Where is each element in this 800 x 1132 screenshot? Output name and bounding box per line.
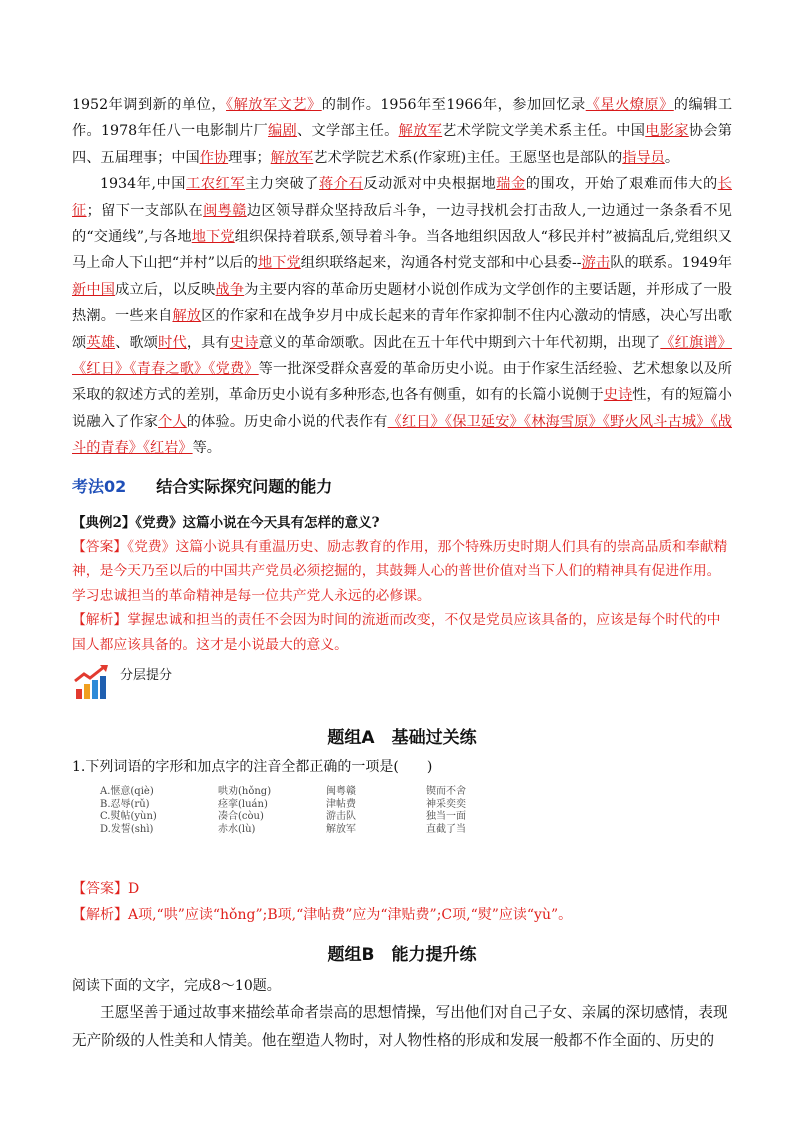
link-dianyingjia[interactable]: 电影家 bbox=[645, 123, 689, 140]
link-geren[interactable]: 个人 bbox=[158, 413, 187, 430]
section-title: 结合实际探究问题的能力 bbox=[156, 476, 333, 496]
example-explanation: 【解析】掌握忠诚和担当的责任不会因为时间的流逝而改变，不仅是党员应该具备的，应该是每个时代的中国人都应该具备的。这才是小说最大的意义。 bbox=[72, 612, 721, 653]
example-question: 【典例2】《党费》这篇小说在今天具有怎样的意义? bbox=[72, 514, 380, 531]
link-bianju[interactable]: 编剧 bbox=[268, 123, 298, 140]
link-jiefangjun-wenyi[interactable]: 《解放军文艺》 bbox=[226, 97, 322, 113]
link-shishi-2[interactable]: 史诗 bbox=[603, 387, 633, 404]
section-heading bbox=[72, 474, 732, 497]
option-a-1: A.惬意(qiè) bbox=[100, 786, 154, 798]
reading-intro: 阅读下面的文字，完成8～10题。 bbox=[72, 978, 281, 995]
link-dixiadang-2[interactable]: 地下党 bbox=[257, 255, 301, 272]
link-ruijin[interactable]: 瑞金 bbox=[496, 176, 526, 193]
option-b-2: 痉挛(luán) bbox=[218, 798, 268, 810]
link-novel-titles-2[interactable]: 《红日》《保卫延安》《林海雪原》《野火风斗古城》《战斗的青春》《红岩》 bbox=[72, 413, 732, 457]
history-paragraph-2: 1934年,中国工农红军主力突破了蒋介石反动派对中央根据地瑞金的围攻，开始了艰难而伟大的长征；留下一支部队在闽粤赣边区领导群众坚持敌后斗争，一边寻找机会打击敌人,一边通过一条条看不见的“交通线”,与各地地下党组织保持着联系,领导着斗争。当各地组织因敌人“移民并村”被搞乱后,党组织又马上命人下山把“并村”以后的地下党组织联络起来，沟通各村党支部和中心县委--游击队的联系。1949年新中国成立后，以反映战争为主要内容的革命历史题材小说创作成为文学创作的主要话题，并形成了一股热潮。一些来自解放区的作家和在战争岁月中成长起来的青年作家抑制不住内心激动的情感，决心写出歌颂英雄、歌颂时代，具有史诗意义的革命颂歌。因此在五十年代中期到六十年代初期，出现了《红旗谱》《红日》《青春之歌》《党费》等一批深受群众喜爱的革命历史小说。由于作家生活经验、艺术想象以及所采取的叙述方式的差别，革命历史小说有多种形态,也各有侧重，如有的长篇小说侧于史诗性，有的短篇小说融入了作家个人的体验。历史命小说的代表作有《红日》《保卫延安》《林海雪原》《野火风斗古城》《战斗的青春》《红岩》等。 bbox=[72, 176, 732, 457]
link-youji[interactable]: 游击 bbox=[581, 255, 611, 272]
example-answer: 【答案】《党费》这篇小说具有重温历史、励志教育的作用，那个特殊历史时期人们具有的崇高品质和奉献精神，是今天乃至以后的中国共产党员必须挖掘的，其鼓舞人心的普世价值对当下人们的精神具有促进作用。学习忠诚担当的革命精神是每一位共产党人永远的必修课。 bbox=[72, 538, 728, 604]
option-c-2: 凑合(còu) bbox=[218, 811, 264, 823]
link-xinghuo-liaoyuan[interactable]: 《星火燎原》 bbox=[585, 97, 674, 113]
link-jiefangjun-2[interactable]: 解放军 bbox=[270, 149, 314, 166]
history-paragraph-1: 1952年调到新的单位，《解放军文艺》的制作。1956年至1966年，参加回忆录《星火燎原》的编辑工作。1978年任八一电影制片厂编剧、文学部主任。解放军艺术学院文学美术系主任。中国电影家协会第四、五届理事；中国作协理事；解放军艺术学院艺术系(作家班)主任。王愿坚也是部队的指导员。 bbox=[72, 97, 733, 166]
link-zuoxie[interactable]: 作协 bbox=[199, 149, 229, 166]
option-b-4: 神采奕奕 bbox=[426, 798, 466, 810]
link-jiang-jieshi[interactable]: 蒋介石 bbox=[319, 176, 364, 193]
link-zhidaoyuan[interactable]: 指导员 bbox=[622, 149, 665, 166]
link-changzheng[interactable]: 长征 bbox=[72, 176, 732, 219]
layer-score-banner bbox=[72, 661, 732, 701]
link-yingxiong[interactable]: 英雄 bbox=[86, 334, 116, 351]
link-shidai[interactable]: 时代 bbox=[158, 334, 187, 351]
link-shishi[interactable]: 史诗 bbox=[229, 334, 259, 351]
option-a-2: 哄劝(hǒng) bbox=[218, 786, 272, 798]
reading-passage: 王愿坚善于通过故事来描绘革命者崇高的思想情操，写出他们对自己子女、亲属的深切感情，表现无产阶级的人性美和人情美。他在塑造人物时，对人物性格的形成和发展一般都不作全面的、历史的 bbox=[72, 1004, 728, 1050]
growth-chart-icon bbox=[72, 663, 112, 701]
option-d-1: D.发誓(shì) bbox=[100, 823, 154, 835]
link-novel-titles-1[interactable]: 《红旗谱》《红日》《青春之歌》《党费》 bbox=[72, 334, 732, 378]
document-page bbox=[72, 92, 732, 1055]
link-jiefang[interactable]: 解放 bbox=[172, 308, 202, 325]
option-a-4: 锲而不舍 bbox=[426, 786, 466, 798]
link-xin-zhongguo[interactable]: 新中国 bbox=[72, 281, 116, 298]
option-d-3: 解放军 bbox=[326, 823, 356, 835]
question-1-answer: 【答案】D bbox=[72, 881, 140, 898]
link-jiefangjun[interactable]: 解放军 bbox=[398, 123, 443, 140]
group-a-title: 题组A 基础过关练 bbox=[327, 728, 477, 749]
option-b-1: B.忍辱(rǔ) bbox=[100, 798, 150, 810]
option-c-3: 游击队 bbox=[326, 811, 356, 823]
link-zhanzheng[interactable]: 战争 bbox=[215, 281, 245, 298]
option-c-1: C.熨帖(yùn) bbox=[100, 811, 157, 823]
option-b-3: 津帖费 bbox=[326, 798, 356, 810]
link-gongnong-hongjun[interactable]: 工农红军 bbox=[186, 176, 246, 193]
question-1-explanation: 【解析】A项,“哄”应读“hǒng”;B项,“津帖费”应为“津贴费”;C项,“熨”应读“yù”。 bbox=[72, 907, 573, 924]
link-minyuegan[interactable]: 闽粤赣 bbox=[203, 202, 247, 219]
option-c-4: 独当一面 bbox=[426, 811, 466, 823]
option-d-2: 赤水(lù) bbox=[218, 823, 256, 835]
question-1: 1.下列词语的字形和加点字的注音全都正确的一项是( ) bbox=[72, 759, 433, 776]
question-1-options bbox=[100, 786, 732, 836]
section-number: 考法02 bbox=[72, 476, 127, 496]
option-d-4: 直截了当 bbox=[426, 823, 466, 835]
option-a-3: 闽粤赣 bbox=[326, 786, 356, 798]
layer-label: 分层提分 bbox=[120, 668, 173, 684]
link-dixiadang[interactable]: 地下党 bbox=[191, 229, 235, 246]
group-b-title: 题组B 能力提升练 bbox=[327, 945, 477, 966]
